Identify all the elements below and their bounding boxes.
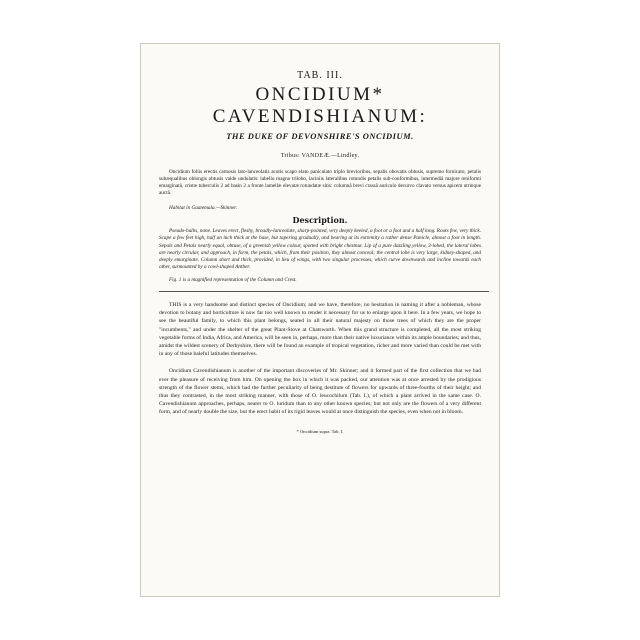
body-paragraph-1: THIS is a very handsome and distinct species of Oncidium; and we have, therefore, no hesitation in naming it after a nobleman, whose devotion to botany and horticulture is now far too well known to render it necessary for us to enlarge upon it here. In a few years, we hope to see the beautiful family, to which this plant belongs, seated in all their natural majesty on those trees of which they are the proper "incumbents," and under the shelter of the great Plant-Stove at Chatsworth. When this grand structure is completed, all the most striking vegetable forms of India, Africa, and America, will be seen in, perhaps, more than their native luxuriance within its ample boundaries; and thus, amidst the wildest scenery of Derbyshire, there will be found an example of tropical vegetation, richer and more varied than could be met with in any of those baleful latitudes themselves. bbox=[159, 301, 481, 358]
footnote: * Oncidium supra. Tab. I. bbox=[296, 428, 344, 434]
body-paragraph-2: Oncidium Cavendishianum is another of the important discoveries of Mr. Skinner; and it formed part of the first collection that we had ever the pleasure of receiving from him. On opening the box in which it was packed, our attention was at once arrested by the prodigious strength of the flower stems, which had the further peculiarity of being destitute of flowers for upwards of three-fourths of their height; and thus they contrasted, in the most striking manner, with those of O. leucochilum (Tab. I.), of which a plant arrived in the same case. O. Cavendishianum approaches, perhaps, nearer to O. luridum than to any other known species; but not only are the flowers of a very different form, and of nearly double the size, but the erect habit of its rigid leaves would at once distinguish the species, even when not in bloom. bbox=[159, 368, 481, 416]
page-subtitle: THE DUKE OF DEVONSHIRE'S ONCIDIUM. bbox=[226, 131, 414, 141]
tribe-line: Tribus: VANDEÆ.—Lindley. bbox=[280, 153, 360, 159]
figure-note: Fig. 1 is a magnified representation of the Column and Crest. bbox=[169, 276, 297, 283]
plate-number: TAB. III. bbox=[297, 70, 343, 81]
habitat-line: Habitat in Guatemala.—Skinner. bbox=[169, 205, 238, 212]
description-heading: Description. bbox=[292, 215, 348, 226]
latin-description: Oncidium foliis erectis carnosis lato-lanceolatis acutis scapo elato paniculato triplo brevioribus, sepalis obovatis obtusis, supremo fornicato, petalis subæqualibus oblongis obtusis valde undulatis: labello magno trilobo, laciniis lateralibus rotundis petalis sub-conformibus, intermediâ majore reniformi emarginatâ, cristæ tuberculis 2 ad basin 2 a fronte lamellæ elevatæ rotundatæ sitis: columnâ brevi crassâ auriculo decurvo clavato versus apicem utrinque auctâ. bbox=[159, 169, 481, 197]
page-title: ONCIDIUM* CAVENDISHIANUM: bbox=[212, 84, 428, 127]
description-text: Pseudo-bulbs, none. Leaves erect, fleshy, broadly-lanceolate, sharp-pointed, very deeply keeled, a foot or a foot and a half long. Roots few, very thick. Scape a few feet high, half an inch thick at the base, but tapering gradually, and bearing at its extremity a rather dense Panicle, almost a foot in length. Sepals and Petals nearly equal, obtuse, of a greenish yellow colour, spotted with bright chestnut. Lip of a pure dazzling yellow, 3-lobed, the lateral lobes are nearly circular, and approach, in form, the petals, which, from their position, they almost conceal; the central lobe is very large, kidney-shaped, and deeply emarginate. Column short and thick, provided, in lieu of wings, with two singular processes, which curve downwards and incline towards each other, surmounted by a cowl-shaped Anther. bbox=[159, 228, 481, 270]
document-page bbox=[140, 43, 500, 597]
section-divider bbox=[159, 291, 489, 292]
